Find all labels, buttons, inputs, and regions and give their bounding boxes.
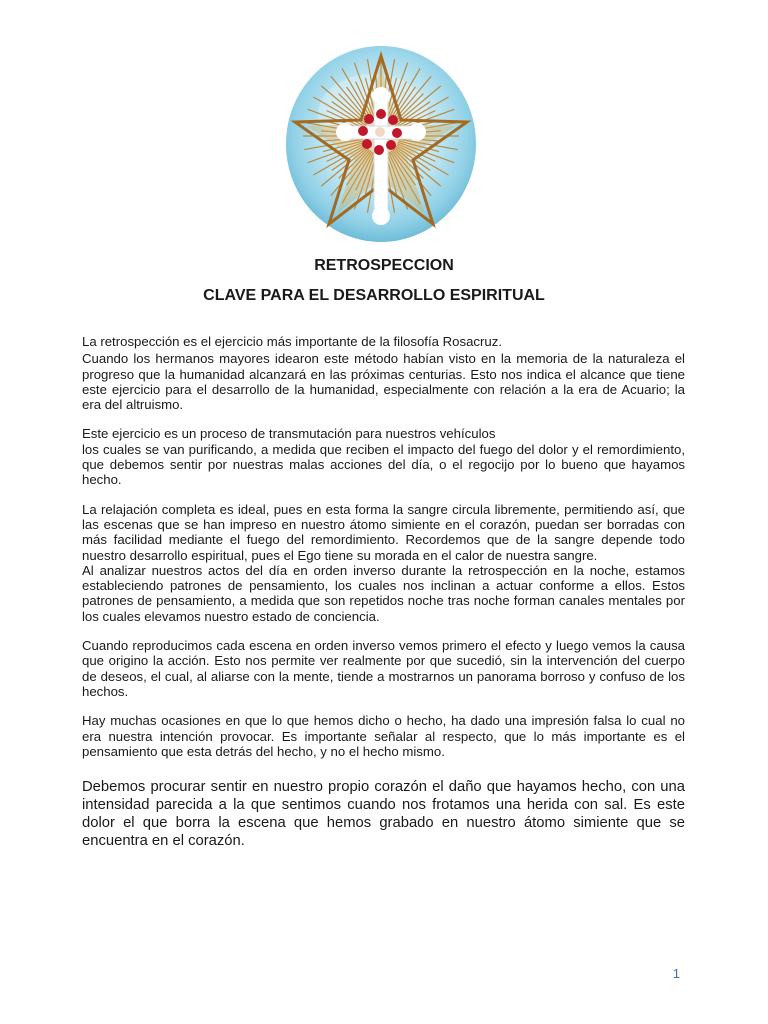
paragraph-4 <box>82 502 685 624</box>
paragraph-line: Hay muchas ocasiones en que lo que hemos dicho o hecho, ha dado una impresión falsa lo cual no era nuestra intención provocar. Es importante señalar al respecto, que lo más importante es el pensamiento que esta detrás del hecho, y no el hecho mismo. <box>82 713 685 759</box>
page-subtitle: CLAVE PARA EL DESARROLLO ESPIRITUAL <box>203 287 545 304</box>
paragraph-6 <box>82 713 685 759</box>
paragraph-line: Al analizar nuestros actos del día en orden inverso durante la retrospección en la noche, estamos estableciendo patrones de pensamiento, los cuales nos inclinan a actuar conforme a ellos. Estos patrones de pensamiento, a medida que son repetidos noche tras noche forman canales mentales por los cuales elevamos nuestro estado de conciencia. <box>82 562 685 624</box>
page-title: RETROSPECCION <box>314 257 454 274</box>
paragraph-line: La retrospección es el ejercicio más importante de la filosofía Rosacruz. <box>82 334 502 349</box>
paragraph-3 <box>82 426 685 487</box>
paragraph-7 <box>82 778 685 850</box>
paragraph-1 <box>82 334 685 349</box>
paragraph-line: Cuando reproducimos cada escena en orden inverso vemos primero el efecto y luego vemos la causa que origino la acción. Esto nos permite ver realmente por que sucedió, sin la intervención del cuerpo de deseos, el cual, al aliarse con la mente, tiende a mostrarnos un panorama borroso y confuso de los hechos. <box>82 638 685 699</box>
paragraph-2 <box>82 351 685 412</box>
paragraph-5 <box>82 638 685 699</box>
paragraph-line: Debemos procurar sentir en nuestro propio corazón el daño que hayamos hecho, con una intensidad parecida a la que sentimos cuando nos frotamos una herida con sal. Es este dolor el que borra la escena que hemos grabado en nuestro átomo simiente que se encuentra en el corazón. <box>82 779 685 850</box>
paragraph-line: los cuales se van purificando, a medida que reciben el impacto del fuego del dolor y el remordimiento, que debemos sentir por nuestras malas acciones del día, o el regocijo por lo bueno que hayamos hecho. <box>82 441 685 488</box>
paragraph-line: Cuando los hermanos mayores idearon este método habían visto en la memoria de la naturaleza el progreso que la humanidad alcanzará en las próximas centurias. Esto nos indica el alcance que tiene este ejercicio para el desarrollo de la humanidad, especialmente con relación a la era de Acuario; la era del altruismo. <box>82 351 685 413</box>
paragraph-line: Este ejercicio es un proceso de transmutación para nuestros vehículos <box>82 426 496 442</box>
document-body <box>82 334 685 850</box>
paragraph-line: La relajación completa es ideal, pues en esta forma la sangre circula libremente, permitiendo así, que las escenas que se han impreso en nuestro átomo simiente en el corazón, puedan ser borradas con más facilidad mediante el fuego del remordimiento. Recordemos que de la sangre depende todo nuestro desarrollo espiritual, pues el Ego tiene su morada en el calor de nuestra sangre. <box>82 501 685 563</box>
page-number: 1 <box>672 966 680 981</box>
rosicrucian-emblem-icon <box>283 44 479 244</box>
